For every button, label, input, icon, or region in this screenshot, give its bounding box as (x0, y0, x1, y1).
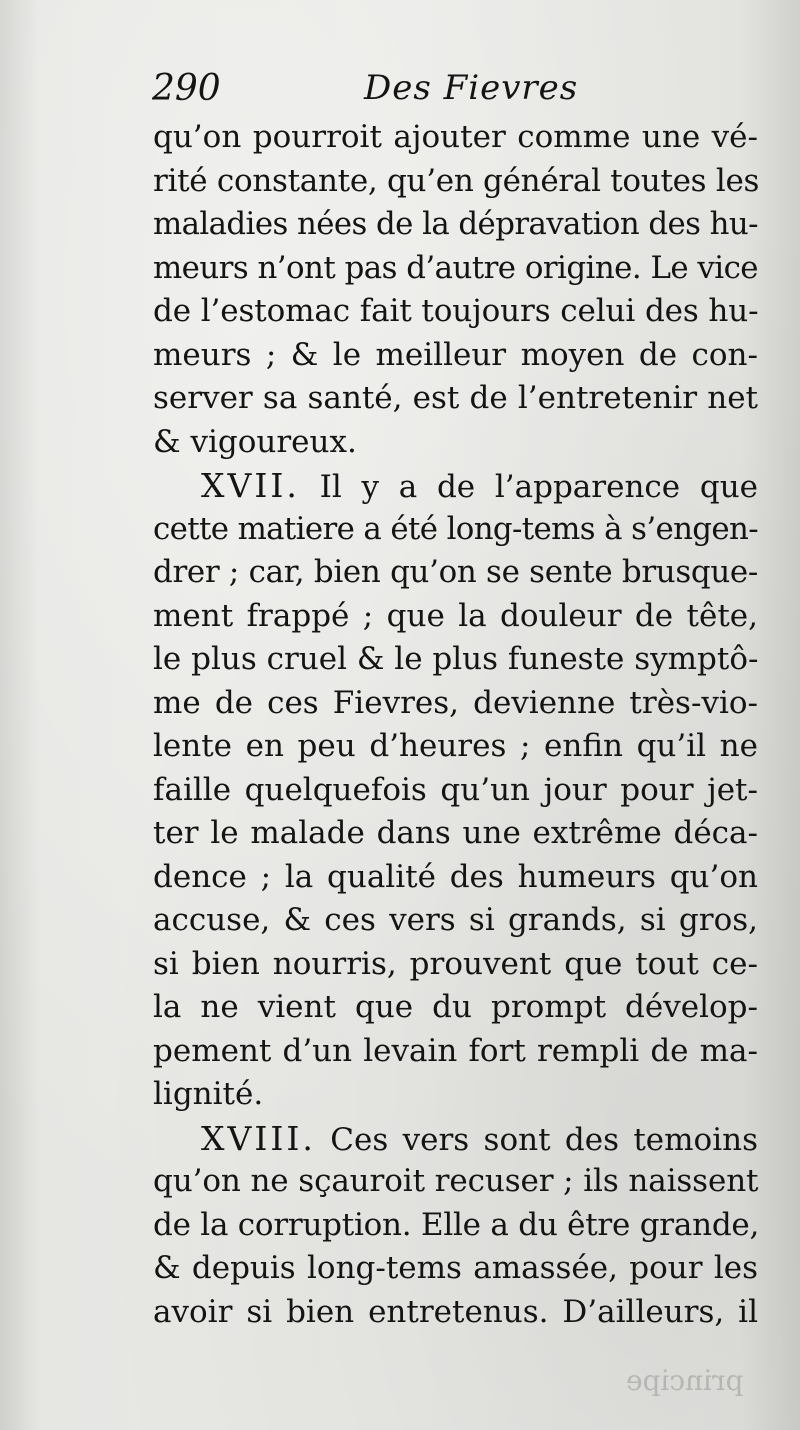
text-line: me de ces Fievres, devienne très-vio- (153, 684, 758, 721)
text-line: ter le malade dans une extrême déca- (153, 815, 758, 851)
section-xvii-first-line (153, 464, 758, 508)
section-number-xvii: XVII. (201, 466, 300, 505)
text-line: rité constante, qu’en général toutes les (153, 162, 760, 199)
text-line: de la corruption. Elle a du être grande, (153, 1206, 760, 1243)
text-line: dence ; la qualité des humeurs qu’on (153, 858, 758, 895)
bleed-through-catchword: principe (626, 1364, 744, 1397)
text-line: lente en peu d’heures ; enfin qu’il ne (153, 728, 758, 764)
page-number: 290 (152, 68, 221, 109)
text-line: Ces vers sont des temoins (330, 1121, 758, 1158)
text-line: meurs n’ont pas d’autre origine. Le vice (153, 249, 758, 286)
text-line: Il y a de l’apparence que (319, 469, 759, 505)
section-number-xviii: XVIII. (201, 1118, 316, 1158)
text-line: le plus cruel & le plus funeste symptô- (153, 641, 759, 677)
text-line: qu’on ne sçauroit recuser ; ils naissent (153, 1163, 759, 1199)
text-line: maladies nées de la dépravation des hu- (153, 206, 758, 242)
text-line: de l’estomac fait toujours celui des hu- (153, 293, 759, 329)
text-line: avoir si bien entretenus. D’ailleurs, il (153, 1293, 758, 1330)
text-line: qu’on pourroit ajouter comme une vé- (153, 119, 758, 155)
body-text (153, 116, 758, 1334)
text-line: si bien nourris, prouvent que tout ce- (153, 945, 758, 982)
text-line: lignité. (153, 1076, 264, 1112)
text-line: drer ; car, bien qu’on se sente brusque- (153, 554, 758, 590)
text-line: faille quelquefois qu’un jour pour jet- (153, 771, 758, 808)
text-line: meurs ; & le meilleur moyen de con- (153, 336, 758, 373)
running-title: Des Fievres (364, 68, 579, 108)
text-line: la ne vient que du prompt dévelop- (153, 989, 758, 1025)
text-line: accuse, & ces vers si grands, si gros, (153, 902, 758, 938)
text-line: & vigoureux. (153, 423, 357, 460)
text-line: ment frappé ; que la douleur de tête, (153, 597, 758, 634)
section-xviii-first-line (153, 1117, 758, 1161)
text-line: cette matiere a été long-tems à s’engen- (153, 510, 758, 547)
text-line: & depuis long-tems amassée, pour les (153, 1250, 758, 1286)
text-line: pement d’un levain fort rempli de ma- (153, 1032, 758, 1069)
text-line: server sa santé, est de l’entretenir net (153, 380, 758, 416)
